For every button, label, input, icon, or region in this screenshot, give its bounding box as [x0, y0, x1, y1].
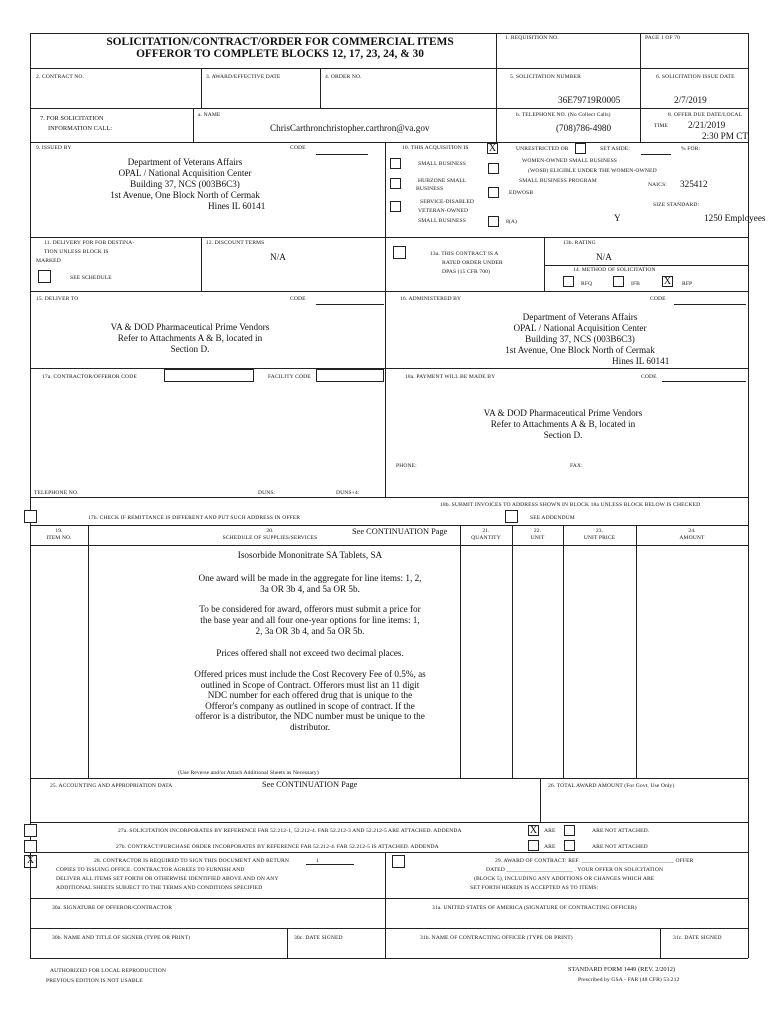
schedule-para-award: One award will be made in the aggregate for line items: 1, 2, 3a OR 3b 4, and 5a OR 5b.: [198, 573, 422, 594]
unrestricted-label: UNRESTRICTED OR: [516, 146, 569, 152]
name-label: a. NAME: [198, 112, 221, 118]
schedule-product: Isosorbide Mononitrate SA Tablets, SA: [237, 550, 383, 560]
block29-line3: (BLOCK 5), INCLUDING ANY ADDITIONS OR CHANGES WHICH ARE: [474, 876, 655, 882]
rated-order-label-1: 13a. THIS CONTRACT IS A: [430, 251, 499, 257]
clause-27b-checkbox[interactable]: [24, 840, 37, 853]
sig-30b-label: 30b. NAME AND TITLE OF SIGNER (TYPE OR PRINT): [52, 935, 191, 941]
issued-by-label: 9. ISSUED BY: [36, 145, 72, 151]
hubzone-label-2: BUSINESS: [416, 186, 444, 192]
rating-label: 13b. RATING: [563, 240, 596, 246]
deliver-to-line: Refer to Attachments A & B, located in: [117, 333, 263, 343]
rated-order-checkbox[interactable]: [393, 246, 406, 259]
edwosb-checkbox[interactable]: [488, 187, 499, 198]
clause-27b-are-not: ARE NOT ATTACHED: [592, 844, 648, 850]
col-unit-price-num: 23.: [595, 528, 604, 534]
fob-label-2: TION UNLESS BLOCK IS: [44, 249, 109, 255]
sig-31a-label: 31a. UNITED STATES OF AMERICA (SIGNATURE OF CONTRACTING OFFICER): [432, 905, 637, 911]
order-no-label: 4. ORDER NO.: [325, 74, 362, 80]
contract-no-label: 2. CONTRACT NO.: [36, 74, 85, 80]
administered-by-address: [480, 312, 680, 356]
naics-label: NAICS:: [648, 182, 667, 188]
administered-by-line: OPAL / National Acquisition Center: [513, 323, 647, 333]
block29-checkbox[interactable]: [392, 855, 405, 868]
reverse-note: (Use Reverse and/or Attach Additional Sheets as Necessary): [178, 770, 319, 776]
schedule-continuation: See CONTINUATION Page: [352, 527, 448, 536]
time-label: TIME: [654, 123, 669, 129]
fob-label-1: 11. DELIVERY FOR FOB DESTINA-: [44, 240, 135, 246]
rfq-label: RFQ: [581, 281, 593, 287]
page-count: PAGE 1 OF 70: [645, 35, 681, 41]
offer-due-label: 8. OFFER DUE DATE/LOCAL: [668, 112, 743, 118]
accounting-label: 25. ACCOUNTING AND APPROPRIATION DATA: [50, 783, 173, 789]
offer-due-date: 2/21/2019: [688, 120, 726, 130]
deliver-to-label: 15. DELIVER TO: [36, 296, 79, 302]
remittance-label: 17b. CHECK IF REMITTANCE IS DIFFERENT AND PUT SUCH ADDRESS IN OFFER: [88, 515, 301, 521]
solicitation-no-value: 36E79719R0005: [558, 95, 621, 105]
phone-label: b. TELEPHONE NO. (No Collect Calls): [516, 112, 611, 118]
col-amount-num: 24.: [688, 528, 696, 534]
col-unit-num: 22.: [533, 528, 542, 534]
col-schedule-label: SCHEDULE OF SUPPLIES/SERVICES: [222, 535, 318, 541]
col-unit-label: UNIT: [530, 535, 545, 541]
form-title-line1: SOLICITATION/CONTRACT/ORDER FOR COMMERCIAL ITEMS: [106, 36, 454, 48]
rfp-checkbox[interactable]: X: [663, 276, 672, 287]
form-title: [60, 36, 500, 60]
issued-by-line: Building 37, NCS (003B6C3): [130, 179, 240, 189]
sig-31c-label: 31c. DATE SIGNED: [673, 935, 722, 941]
payment-fax-label: FAX:: [570, 463, 583, 469]
small-business-checkbox[interactable]: [390, 158, 401, 169]
footer-authorized: AUTHORIZED FOR LOCAL REPRODUCTION: [50, 968, 167, 974]
block28-line2: COPIES TO ISSUING OFFICE. CONTRACTOR AGREES TO FURNISH AND: [56, 867, 245, 873]
administered-by-label: 16. ADMINISTERED BY: [400, 296, 462, 302]
payment-code-label: CODE: [641, 374, 657, 380]
y-value: Y: [614, 213, 621, 223]
ifb-checkbox[interactable]: [613, 276, 624, 287]
facility-code-field[interactable]: [316, 369, 384, 382]
naics-value: 325412: [680, 179, 708, 189]
sig-31b-label: 31b. NAME OF CONTRACTING OFFICER (TYPE OR PRINT): [420, 935, 573, 941]
clause-27a-are: ARE: [544, 828, 556, 834]
payment-phone-label: PHONE:: [396, 463, 417, 469]
block28-line3: DELIVER ALL ITEMS SET FORTH OR OTHERWISE IDENTIFIED ABOVE AND ON ANY: [56, 876, 279, 882]
size-standard-label: SIZE STANDARD:: [653, 202, 700, 208]
clause-27b-are-not-checkbox[interactable]: [564, 840, 575, 851]
total-award-label: 26. TOTAL AWARD AMOUNT (For Govt. Use Only): [548, 783, 675, 789]
clause-27a-are-not-checkbox[interactable]: [564, 825, 575, 836]
remittance-checkbox[interactable]: [24, 510, 37, 523]
set-aside-label: SET ASIDE:: [600, 146, 630, 152]
facility-code-label: FACILITY CODE: [268, 374, 311, 380]
edwosb-label: EDWOSB: [509, 190, 534, 196]
col-item-no-num: 19.: [55, 528, 63, 534]
acquisition-label: 10. THIS ACQUISITION IS: [402, 145, 469, 151]
col-schedule-num: 20.: [266, 528, 274, 534]
hubzone-label-1: HUBZONE SMALL: [418, 178, 467, 184]
duns4-label: DUNS+4:: [336, 490, 360, 496]
block28-checkbox[interactable]: X: [24, 855, 37, 868]
deliver-to-line: VA & DOD Pharmaceutical Prime Vendors: [110, 322, 270, 332]
block29-line1: 29. AWARD OF CONTRACT: REF. ________________________________ OFFER: [495, 858, 694, 864]
telephone-label: TELEPHONE NO.: [34, 490, 79, 496]
sdvosb-checkbox[interactable]: [390, 201, 401, 212]
unrestricted-checkbox[interactable]: X: [488, 143, 497, 154]
clause-27b-are: ARE: [544, 844, 556, 850]
hubzone-checkbox[interactable]: [390, 178, 401, 189]
rated-order-label-3: DPAS (15 CFR 700): [442, 269, 490, 275]
rated-order-label-2: RATED ORDER UNDER: [442, 260, 503, 266]
submit-invoices-label: 18b. SUBMIT INVOICES TO ADDRESS SHOWN IN BLOCK 18a UNLESS BLOCK BELOW IS CHECKED: [440, 502, 701, 508]
wosb-label-3: SMALL BUSINESS PROGRAM: [519, 178, 597, 184]
award-date-label: 3. AWARD/EFFECTIVE DATE: [206, 74, 281, 80]
ifb-label: IFB: [631, 281, 641, 287]
info-call-label-1: 7. FOR SOLICITATION: [40, 115, 104, 122]
footer-form-number: STANDARD FORM 1449 (REV. 2/2012): [568, 966, 676, 973]
col-amount-label: AMOUNT: [679, 535, 705, 541]
solicitation-no-label: 5. SOLICITATION NUMBER: [510, 74, 581, 80]
see-schedule-checkbox[interactable]: [38, 270, 51, 283]
issue-date-label: 6. SOLICITATION ISSUE DATE: [656, 74, 735, 80]
footer-prescribed: Prescribed by GSA - FAR (48 CFR) 53.212: [578, 977, 680, 983]
issued-by-address: [90, 157, 280, 201]
footer-previous: PREVIOUS EDITION IS NOT USABLE: [46, 978, 143, 984]
sdvosb-label-1: SERVICE-DISABLED: [420, 199, 474, 205]
issued-by-line: 1st Avenue, One Block North of Cermak: [110, 190, 260, 200]
payment-line: Section D.: [543, 430, 583, 440]
clause-27b-are-checkbox[interactable]: [528, 840, 539, 851]
payment-label: 18a. PAYMENT WILL BE MADE BY: [405, 374, 496, 380]
col-unit-price: [563, 528, 636, 542]
issued-by-code-label: CODE: [290, 145, 306, 151]
administered-by-line: 1st Avenue, One Block North of Cermak: [505, 345, 655, 355]
wosb-label-1: WOMEN-OWNED SMALL BUSINESS: [522, 158, 617, 164]
block29-line4: SET FORTH HEREIN IS ACCEPTED AS TO ITEMS:: [470, 885, 599, 891]
block28-copies: 1: [316, 858, 319, 864]
administered-by-line: Building 37, NCS (003B6C3): [525, 334, 635, 344]
issue-date-value: 2/7/2019: [674, 95, 707, 105]
requisition-label: 1. REQUISITION NO.: [505, 35, 559, 41]
col-quantity-num: 21.: [482, 528, 490, 534]
col-amount: [636, 528, 748, 542]
rfq-checkbox[interactable]: [563, 276, 574, 287]
clause-27a-are-not: ARE NOT ATTACHED.: [592, 828, 650, 834]
clause-27b-label: 27b. CONTRACT/PURCHASE ORDER INCORPORATES BY REFERENCE FAR 52.212-4. FAR 52.212-5 IS ATTACHED. ADDENDA: [116, 844, 439, 850]
unrestricted-or-checkbox[interactable]: [575, 143, 586, 154]
payment-line: Refer to Attachments A & B, located in: [490, 419, 636, 429]
size-standard-value: 1250 Employees: [704, 213, 766, 223]
payment-line: VA & DOD Pharmaceutical Prime Vendors: [483, 408, 643, 418]
see-addendum-label: SEE ADDENDUM: [530, 515, 575, 521]
rating-value: N/A: [596, 252, 612, 262]
issued-by-line: OPAL / National Acquisition Center: [118, 168, 252, 178]
see-schedule-label: SEE SCHEDULE: [70, 275, 112, 281]
phone-value: (708)786-4980: [556, 123, 612, 133]
wosb-checkbox[interactable]: [488, 163, 499, 174]
see-addendum-checkbox[interactable]: [505, 510, 518, 523]
method-label: 14. METHOD OF SOLICITATION: [573, 267, 656, 273]
col-unit: [512, 528, 563, 542]
block29-line2: DATED _______________________ . YOUR OFFER ON SOLICITATION: [486, 867, 664, 873]
col-quantity-label: QUANTITY: [471, 535, 501, 541]
form-title-line2: OFFEROR TO COMPLETE BLOCKS 12, 17, 23, 24, & 30: [136, 48, 424, 60]
issued-by-line: Department of Veterans Affairs: [127, 157, 243, 167]
issued-by-city: Hines IL 60141: [208, 201, 266, 211]
contractor-label: 17a. CONTRACTOR/OFFEROR CODE: [42, 374, 137, 380]
deliver-to-code-label: CODE: [290, 296, 306, 302]
administered-by-line: Department of Veterans Affairs: [522, 312, 638, 322]
col-item-no: [30, 528, 88, 542]
deliver-to-line: Section D.: [170, 344, 210, 354]
deliver-to-address: [80, 322, 300, 355]
eight-a-label: 8(A): [506, 219, 517, 225]
sig-30a-label: 30a. SIGNATURE OF OFFEROR/CONTRACTOR: [52, 905, 173, 911]
administered-by-city: Hines IL 60141: [612, 356, 670, 366]
duns-label: DUNS:: [258, 490, 276, 496]
discount-terms-value: N/A: [270, 252, 286, 262]
info-call-label-2: INFORMATION CALL:: [48, 125, 113, 132]
payment-address: [453, 408, 673, 441]
name-value: ChrisCarthronchristopher.carthron@va.gov: [270, 123, 430, 133]
col-quantity: [460, 528, 512, 542]
clause-27a-label: 27a. SOLICITATION INCORPORATES BY REFERENCE FAR 52.212-1, 52.212-4. FAR 52.212-3 AND 52.212-5 ARE ATTACHED. ADDENDA: [118, 828, 462, 834]
small-business-label: SMALL BUSINESS: [418, 161, 466, 167]
sdvosb-label-2: VETERAN-OWNED: [418, 208, 469, 214]
offer-due-time: 2:30 PM CT: [702, 131, 748, 141]
sdvosb-label-3: SMALL BUSINESS: [418, 218, 466, 224]
discount-terms-label: 12. DISCOUNT TERMS: [206, 240, 265, 246]
pct-for-label: % FOR:: [681, 146, 701, 152]
sig-30c-label: 30c. DATE SIGNED: [294, 935, 343, 941]
accounting-continuation: See CONTINUATION Page: [262, 780, 358, 789]
block28-line4: ADDITIONAL SHEETS SUBJECT TO THE TERMS AND CONDITIONS SPECIFIED: [56, 885, 263, 891]
block28-line1: 28. CONTRACTOR IS REQUIRED TO SIGN THIS DOCUMENT AND RETURN: [94, 858, 289, 864]
administered-by-code-label: CODE: [650, 296, 666, 302]
col-item-no-label: ITEM NO.: [46, 535, 72, 541]
rfp-label: RFP: [682, 281, 693, 287]
contractor-code-field[interactable]: [164, 369, 254, 382]
schedule-para-decimals: Prices offered shall not exceed two decimal places.: [216, 648, 404, 658]
fob-label-3: MARKED: [36, 258, 61, 264]
wosb-label-2: (WOSB) ELIGIBLE UNDER THE WOMEN-OWNED: [528, 168, 657, 174]
schedule-para-pricing: To be considered for award, offerors must submit a price for the base year and all four one-year options for line items: 1, 2, 3a OR 3b 4, and 5a OR 5b.: [199, 604, 421, 636]
col-unit-price-label: UNIT PRICE: [583, 535, 616, 541]
clause-27a-are-checkbox[interactable]: X: [529, 825, 538, 836]
eight-a-checkbox[interactable]: [488, 216, 499, 227]
clause-27a-checkbox[interactable]: [24, 824, 37, 837]
schedule-para-fee: Offered prices must include the Cost Recovery Fee of 0.5%, as outlined in Scope of Contract. Offerors must list an 11 digit NDC number for each offered drug that is unique to the Offeror's company as outlined in scope of contract. If the offeror is a distributor, the NDC number must be unique to the distributor.: [194, 669, 426, 732]
